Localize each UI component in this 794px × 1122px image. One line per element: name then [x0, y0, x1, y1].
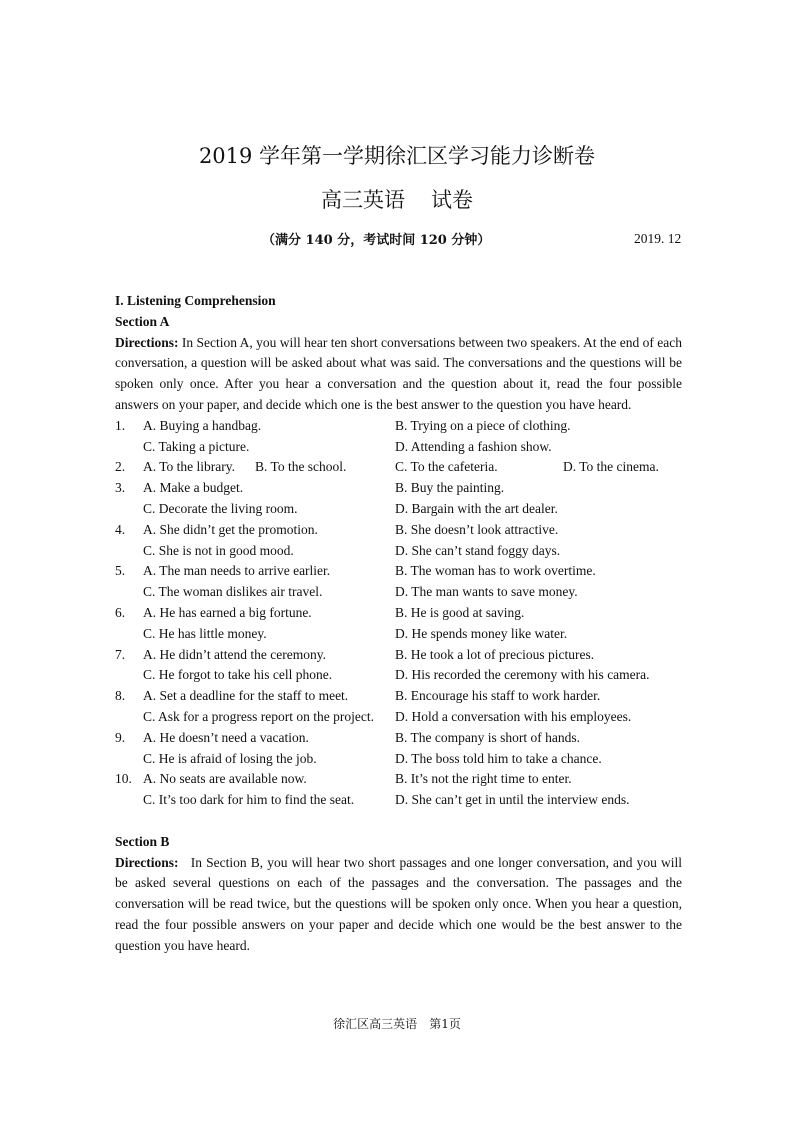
- exam-body: [115, 291, 686, 957]
- question-number: 1.: [115, 417, 126, 433]
- option-c: C. He forgot to take his cell phone.: [143, 667, 333, 683]
- question-row: [115, 645, 682, 666]
- question-row: [115, 582, 682, 603]
- part-heading: I. Listening Comprehension: [115, 293, 276, 308]
- question-number: 7.: [115, 646, 126, 662]
- section-b-directions: [115, 853, 686, 957]
- option-d: D. Attending a fashion show.: [395, 438, 552, 454]
- option-b: B. He took a lot of precious pictures.: [395, 646, 595, 662]
- option-b: B. The woman has to work overtime.: [395, 563, 596, 579]
- question-row: [115, 749, 682, 770]
- question-number: 3.: [115, 480, 126, 496]
- exam-subtitle: [0, 184, 794, 214]
- option-d: D. Hold a conversation with his employees.: [395, 708, 632, 724]
- subject-label: 高三英语: [321, 188, 405, 212]
- question-number: 6.: [115, 604, 126, 620]
- page-footer: [0, 1015, 794, 1032]
- question-row: [115, 624, 682, 645]
- question-row: [115, 790, 682, 811]
- exam-title: 2019 学年第一学期徐汇区学习能力诊断卷: [198, 144, 596, 168]
- option-d: D. Bargain with the art dealer.: [395, 500, 558, 516]
- paper-label: 试卷: [431, 188, 473, 212]
- exam-info: （满分 140 分，考试时间 120 分钟）: [262, 233, 491, 248]
- option-c: C. She is not in good mood.: [143, 542, 294, 558]
- question-number: 10.: [115, 771, 132, 787]
- question-row: [115, 686, 682, 707]
- option-c: C. The woman dislikes air travel.: [143, 584, 323, 600]
- option-d: D. The boss told him to take a chance.: [395, 750, 602, 766]
- option-b: B. Trying on a piece of clothing.: [395, 417, 571, 433]
- question-row: [115, 603, 682, 624]
- option-c: C. It’s too dark for him to find the seat.: [143, 792, 355, 808]
- option-a: A. She didn’t get the promotion.: [143, 521, 318, 537]
- section-a-directions: [115, 333, 682, 416]
- option-a: A. Set a deadline for the staff to meet.: [143, 688, 349, 704]
- section-b-heading: Section B: [115, 833, 170, 849]
- exam-date: 2019. 12: [634, 231, 682, 246]
- question-row: [115, 707, 682, 728]
- question-row: [115, 437, 682, 458]
- section-a-heading: Section A: [115, 313, 170, 329]
- question-row: [115, 457, 682, 478]
- option-a: A. Make a budget.: [143, 480, 244, 496]
- option-a: A. He didn’t attend the ceremony.: [143, 646, 326, 662]
- option-b: B. To the school.: [255, 459, 347, 475]
- footer-label: 徐汇区高三英语: [333, 1017, 418, 1031]
- question-row: [115, 665, 682, 686]
- question-row: [115, 520, 682, 541]
- question-row: [115, 561, 682, 582]
- option-c: C. Decorate the living room.: [143, 500, 298, 516]
- option-c: C. Ask for a progress report on the project.: [143, 708, 374, 724]
- option-a: A. He has earned a big fortune.: [143, 604, 312, 620]
- option-b: B. He is good at saving.: [395, 604, 525, 620]
- option-b: B. Encourage his staff to work harder.: [395, 688, 601, 704]
- directions-text: In Section A, you will hear ten short conversations between two speakers. At the end of each conversation, a question will be asked about what was said. The conversations and the questions will be spoken only once. After you hear a conversation and the question about it, read the four possible answers on your paper, and decide which one is the best answer to the question you have heard.: [115, 334, 682, 412]
- directions-label: Directions:: [115, 854, 179, 870]
- question-number: 9.: [115, 729, 126, 745]
- question-row: [115, 541, 682, 562]
- option-d: D. To the cinema.: [563, 459, 659, 475]
- option-a: A. No seats are available now.: [143, 771, 307, 787]
- option-b: B. The company is short of hands.: [395, 729, 580, 745]
- option-a: A. The man needs to arrive earlier.: [143, 563, 331, 579]
- option-b: B. It’s not the right time to enter.: [395, 771, 572, 787]
- option-d: D. She can’t get in until the interview ends.: [395, 792, 630, 808]
- directions-label: Directions:: [115, 334, 179, 350]
- option-c: C. Taking a picture.: [143, 438, 250, 454]
- option-d: D. His recorded the ceremony with his camera.: [395, 667, 650, 683]
- option-b: B. She doesn’t look attractive.: [395, 521, 559, 537]
- question-number: 8.: [115, 688, 126, 704]
- question-row: [115, 416, 682, 437]
- option-a: A. Buying a handbag.: [143, 417, 262, 433]
- option-d: D. The man wants to save money.: [395, 584, 578, 600]
- option-b: B. Buy the painting.: [395, 480, 505, 496]
- option-c: C. He is afraid of losing the job.: [143, 750, 317, 766]
- question-row: [115, 478, 682, 499]
- page-number: 第1页: [429, 1017, 461, 1031]
- question-number: 2.: [115, 459, 126, 475]
- question-row: [115, 499, 682, 520]
- question-row: [115, 769, 682, 790]
- directions-text: In Section B, you will hear two short passages and one longer conversation, and you will be asked several questions on each of the passages and the conversation. The passages and the conversation will be read twice, but the questions will be spoken only once. When you hear a question, read the four possible answers on your paper and decide which one would be the best answer to the question you have heard.: [115, 854, 686, 953]
- question-row: [115, 728, 682, 749]
- option-d: D. He spends money like water.: [395, 625, 568, 641]
- option-c: C. To the cafeteria.: [395, 459, 498, 475]
- option-a: A. He doesn’t need a vacation.: [143, 729, 309, 745]
- option-d: D. She can’t stand foggy days.: [395, 542, 561, 558]
- question-number: 4.: [115, 521, 126, 537]
- question-number: 5.: [115, 563, 126, 579]
- option-c: C. He has little money.: [143, 625, 267, 641]
- option-a: A. To the library.: [143, 459, 236, 475]
